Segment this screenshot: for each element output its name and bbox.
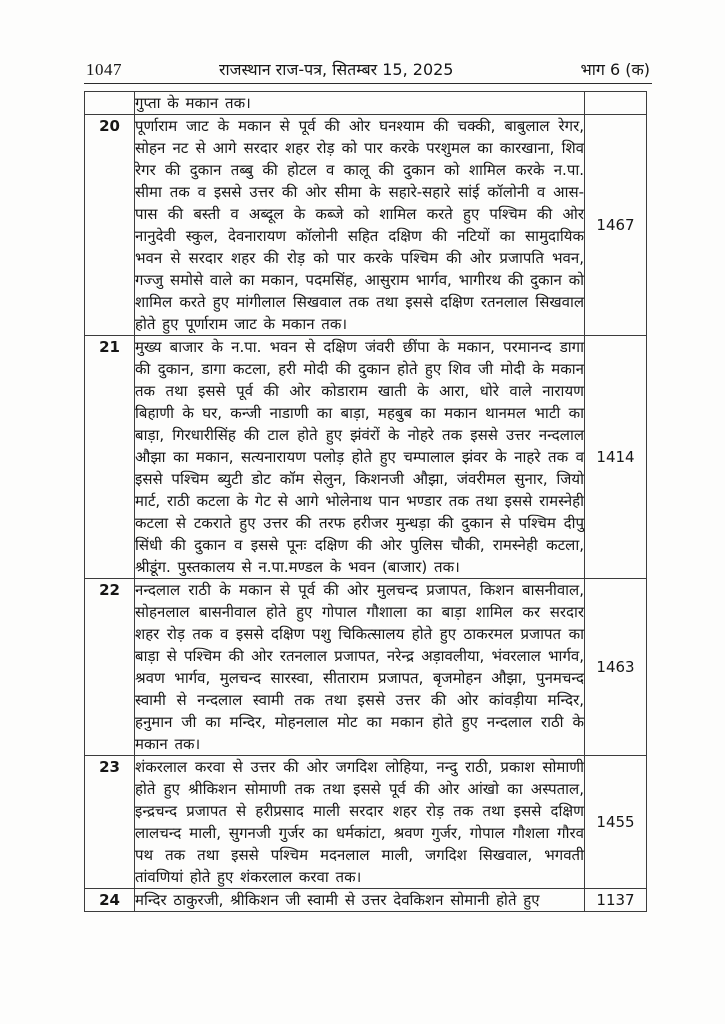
part-label: भाग 6 (क) (580, 60, 650, 79)
ward-number-cell: 20 (85, 115, 135, 336)
ward-number-cell: 24 (85, 889, 135, 912)
population-cell: 1455 (585, 756, 647, 889)
population-cell: 1137 (585, 889, 647, 912)
population-cell (585, 92, 647, 115)
table-row (85, 889, 647, 912)
boundary-description-cell: नन्दलाल राठी के मकान से पूर्व की ओर मुलचन्द प्रजापत, किशन बासनीवाल, सोहनलाल बासनीवाल होते हुए गोपाल गौशाला का बाड़ा शामिल कर सरदार शहर रोड़ तक व इससे दक्षिण पशु चिकित्सालय होते हुए ठाकरमल प्रजापत का बाड़ा से पश्चिम की ओर रतनलाल प्रजापत, नरेन्द्र अड़ावलीया, भंवरलाल भार्गव, श्रवण भार्गव, मुलचन्द सारस्वा, सीताराम प्रजापत, बृजमोहन औझा, पुनमचन्द स्वामी से नन्दलाल स्वामी तक तथा इससे उत्तर की ओर कांवड़ीया मन्दिर, हनुमान जी का मन्दिर, मोहनलाल मोट का मकान होते हुए नन्दलाल राठी के मकान तक। (135, 579, 585, 756)
table-row (85, 579, 647, 756)
boundary-description-cell: गुप्ता के मकान तक। (135, 92, 585, 115)
page-number: 1047 (86, 60, 122, 79)
population-cell: 1463 (585, 579, 647, 756)
table-row (85, 115, 647, 336)
table-row (85, 336, 647, 579)
ward-number-cell (85, 92, 135, 115)
boundary-description-cell: पूर्णाराम जाट के मकान से पूर्व की ओर घनश्याम की चक्की, बाबुलाल रेगर, सोहन नट से आगे सरदार शहर रोड़ को पार करके परशुमल का कारखाना, शिव रेगर की दुकान तब्बु की होटल व कालू की दुकान को शामिल करके न.पा. सीमा तक व इससे उत्तर की ओर सीमा के सहारे-सहारे सांई कॉलोनी व आस-पास की बस्ती व अब्दूल के कब्जे को शामिल करते हुए पश्चिम की ओर नानुदेवी स्कुल, देवनारायण कॉलोनी सहित दक्षिण की नटियों का सामुदायिक भवन से सरदार शहर की रोड़ को पार करके पश्चिम की ओर प्रजापति भवन, गज्जु समोसे वाले का मकान, पदमसिंह, आसुराम भार्गव, भागीरथ की दुकान को शामिल करते हुए मांगीलाल सिखवाल तक तथा इससे दक्षिण रतनलाल सिखवाल होते हुए पूर्णाराम जाट के मकान तक। (135, 115, 585, 336)
boundary-description-cell: शंकरलाल करवा से उत्तर की ओर जगदिश लोहिया, नन्दु राठी, प्रकाश सोमाणी होते हुए श्रीकिशन सोमाणी तक तथा इससे पूर्व की ओर आंखो का अस्पताल, इन्द्रचन्द प्रजापत से हरीप्रसाद माली सरदार शहर रोड़ तक तथा इससे दक्षिण लालचन्द माली, सुगनजी गुर्जर का धर्मकांटा, श्रवण गुर्जर, गोपाल गौशला गौरव पथ तक तथा इससे पश्चिम मदनलाल माली, जगदिश सिखवाल, भगवती तांवणियां होते हुए शंकरलाल करवा तक। (135, 756, 585, 889)
ward-number-cell: 23 (85, 756, 135, 889)
ward-number-cell: 22 (85, 579, 135, 756)
gazette-title: राजस्थान राज-पत्र, सितम्बर 15, 2025 (218, 60, 454, 79)
ward-boundary-table (84, 91, 647, 912)
page-content (84, 58, 650, 912)
table-row (85, 92, 647, 115)
ward-number-cell: 21 (85, 336, 135, 579)
population-cell: 1414 (585, 336, 647, 579)
population-cell: 1467 (585, 115, 647, 336)
boundary-description-cell: मुख्य बाजार के न.पा. भवन से दक्षिण जंवरी छींपा के मकान, परमानन्द डागा की दुकान, डागा कटला, हरी मोदी की दुकान होते हुए शिव जी मोदी के मकान तक तथा इससे पूर्व की ओर कोडाराम खाती के आरा, धोरे वाले नारायण बिहाणी के घर, कन्जी नाडाणी का बाड़ा, महबुब का मकान थानमल भाटी का बाड़ा, गिरधारीसिंह की टाल होते हुए झंवंरों के नोहरे तक इससे उत्तर नन्दलाल औझा का मकान, सत्यनारायण पलोड़ होते हुए चम्पालाल झंवर के नाहरे तक व इससे पश्चिम ब्युटी डोट कॉम सेलुन, किशनजी औझा, जंवरीमल सुनार, जियो मार्ट, राठी कटला के गेट से आगे भोलेनाथ पान भण्डार तक तथा इससे रामस्नेही कटला से टकराते हुए उत्तर की तरफ हरीजर मुन्धड़ा की दुकान से पश्चिम दीपु सिंधी की दुकान व इससे पूनः दक्षिण की ओर पुलिस चौकी, रामस्नेही कटला, श्रीडूंग. पुस्तकालय से न.पा.मण्डल के भवन (बाजार) तक। (135, 336, 585, 579)
boundary-description-cell: मन्दिर ठाकुरजी, श्रीकिशन जी स्वामी से उत्तर देवकिशन सोमानी होते हुए (135, 889, 585, 912)
page-header (84, 58, 652, 84)
table-row (85, 756, 647, 889)
